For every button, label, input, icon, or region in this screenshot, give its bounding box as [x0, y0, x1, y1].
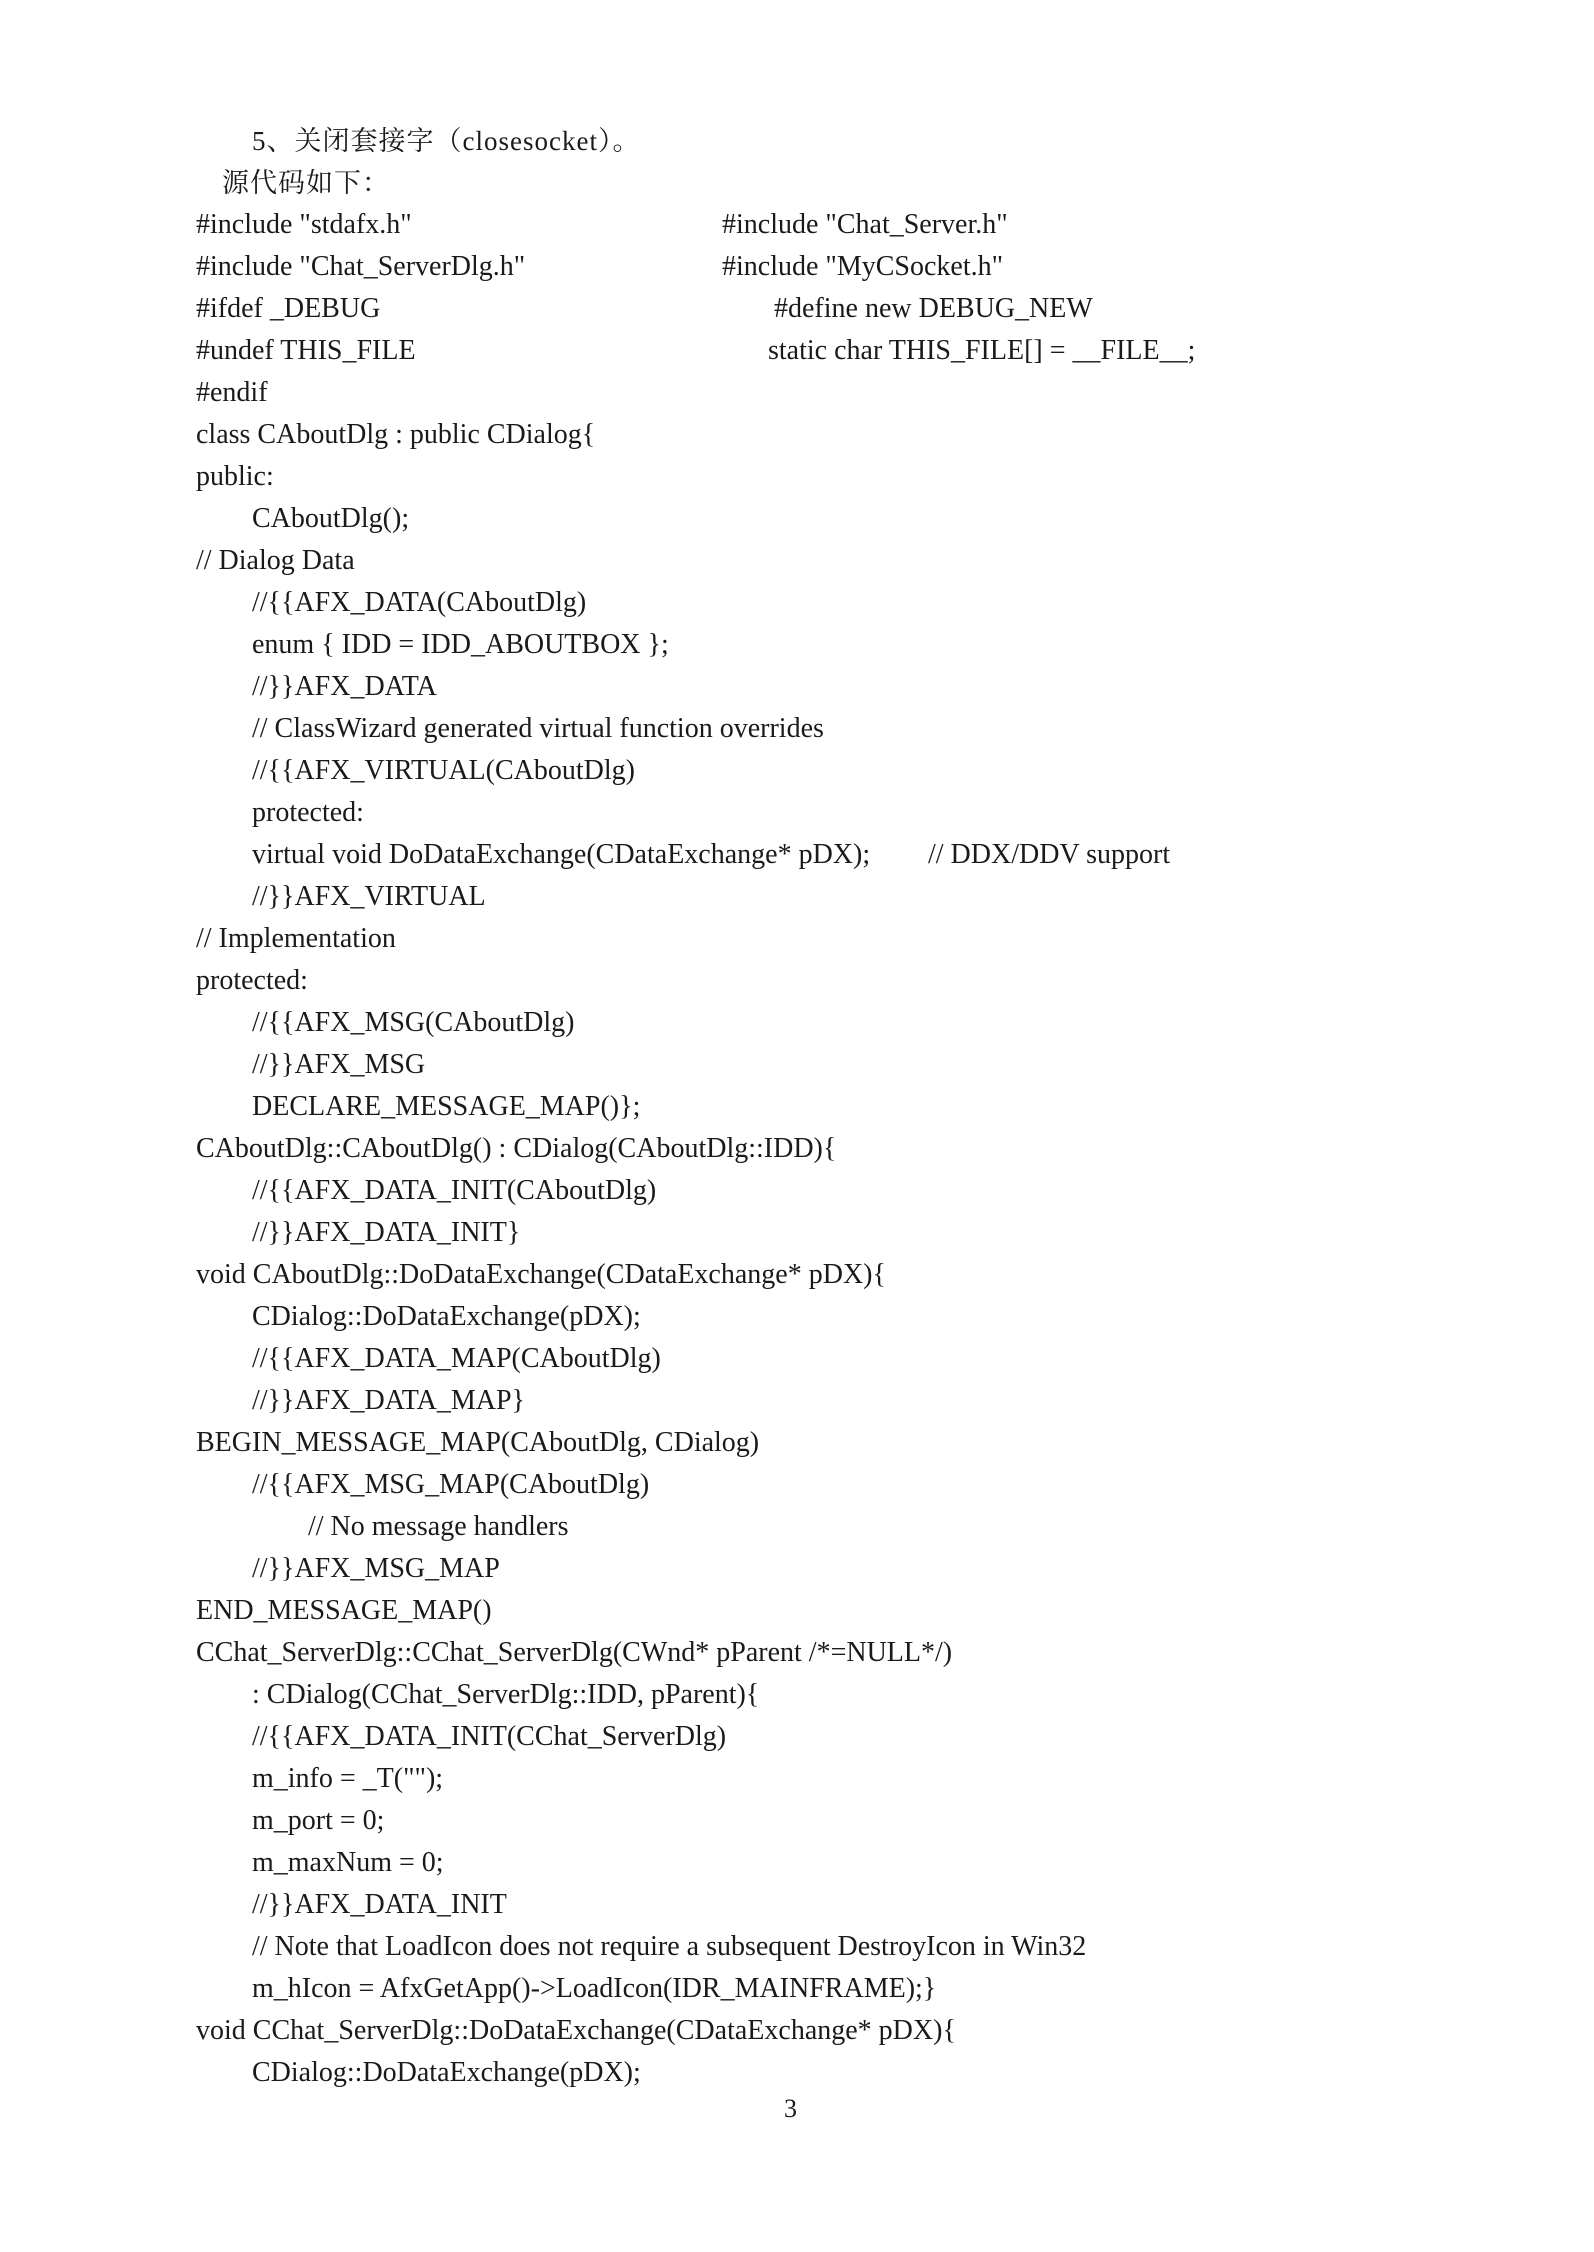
code-line: protected: [196, 965, 308, 996]
code-line: // Dialog Data [196, 545, 355, 576]
code-line: // Note that LoadIcon does not require a subsequent DestroyIcon in Win32 [252, 1931, 1087, 1962]
page-number: 3 [784, 2094, 797, 2123]
code-line: //{{AFX_DATA_INIT(CAboutDlg) [252, 1175, 657, 1206]
code-line: CChat_ServerDlg::CChat_ServerDlg(CWnd* pParent /*=NULL*/) [196, 1637, 953, 1668]
code-line: #ifdef _DEBUG [196, 293, 381, 324]
code-line: // No message handlers [308, 1511, 569, 1542]
code-line: #include "stdafx.h" [196, 209, 412, 240]
code-line: #include "Chat_Server.h" [722, 209, 1008, 240]
code-line: CAboutDlg::CAboutDlg() : CDialog(CAboutDlg::IDD){ [196, 1133, 837, 1164]
code-line: m_port = 0; [252, 1805, 385, 1836]
code-line: #define new DEBUG_NEW [774, 293, 1093, 324]
code-comment: // DDX/DDV support [928, 839, 1171, 870]
code-line: //}}AFX_DATA_INIT} [252, 1217, 521, 1248]
code-line: class CAboutDlg : public CDialog{ [196, 419, 596, 450]
code-line: //{{AFX_DATA(CAboutDlg) [252, 587, 587, 618]
code-line: #undef THIS_FILE [196, 335, 416, 366]
code-line: void CAboutDlg::DoDataExchange(CDataExchange* pDX){ [196, 1259, 886, 1290]
code-line: m_hIcon = AfxGetApp()->LoadIcon(IDR_MAINFRAME);} [252, 1973, 937, 2004]
code-line: enum { IDD = IDD_ABOUTBOX }; [252, 629, 669, 660]
code-line: //}}AFX_DATA [252, 671, 437, 702]
code-line: void CChat_ServerDlg::DoDataExchange(CDataExchange* pDX){ [196, 2015, 956, 2046]
code-line: //}}AFX_VIRTUAL [252, 881, 486, 912]
code-line: //{{AFX_DATA_INIT(CChat_ServerDlg) [252, 1721, 727, 1752]
code-line: #include "Chat_ServerDlg.h" [196, 251, 526, 282]
code-line: //}}AFX_MSG_MAP [252, 1553, 500, 1584]
code-line: CAboutDlg(); [252, 503, 410, 534]
code-line: //{{AFX_MSG_MAP(CAboutDlg) [252, 1469, 650, 1500]
code-line: //{{AFX_DATA_MAP(CAboutDlg) [252, 1343, 661, 1374]
code-line: END_MESSAGE_MAP() [196, 1595, 492, 1626]
code-line: m_maxNum = 0; [252, 1847, 444, 1878]
code-line: // ClassWizard generated virtual function overrides [252, 713, 824, 744]
code-line: static char THIS_FILE[] = __FILE__; [768, 335, 1196, 366]
code-line: //}}AFX_DATA_MAP} [252, 1385, 525, 1416]
code-line: DECLARE_MESSAGE_MAP()}; [252, 1091, 641, 1122]
code-line: //}}AFX_DATA_INIT [252, 1889, 507, 1920]
code-line: // Implementation [196, 923, 396, 954]
code-line: //}}AFX_MSG [252, 1049, 426, 1080]
code-line: BEGIN_MESSAGE_MAP(CAboutDlg, CDialog) [196, 1427, 760, 1458]
intro-text: 源代码如下： [222, 168, 390, 198]
code-line: #endif [196, 377, 268, 408]
section-heading: 5、关闭套接字（closesocket）。 [252, 126, 641, 156]
code-line: : CDialog(CChat_ServerDlg::IDD, pParent){ [252, 1679, 760, 1710]
code-line: virtual void DoDataExchange(CDataExchange* pDX); [252, 839, 871, 870]
code-line: //{{AFX_VIRTUAL(CAboutDlg) [252, 755, 635, 786]
code-line: public: [196, 461, 274, 492]
code-line: //{{AFX_MSG(CAboutDlg) [252, 1007, 575, 1038]
code-line: protected: [252, 797, 364, 828]
code-line: #include "MyCSocket.h" [722, 251, 1004, 282]
code-line: CDialog::DoDataExchange(pDX); [252, 2057, 641, 2088]
code-line: CDialog::DoDataExchange(pDX); [252, 1301, 641, 1332]
code-line: m_info = _T(""); [252, 1763, 444, 1794]
